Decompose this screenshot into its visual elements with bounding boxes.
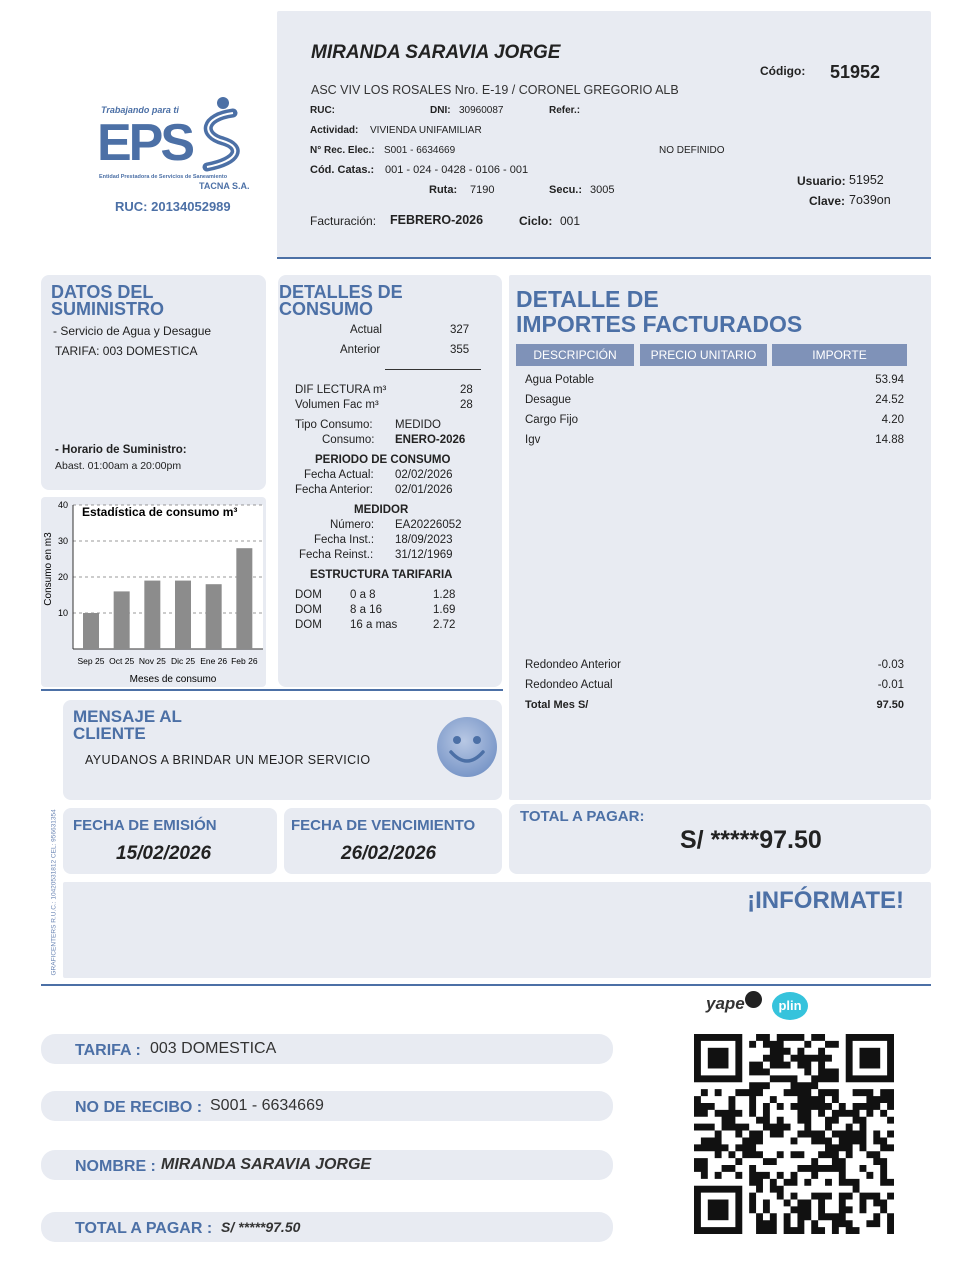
consumo-value: ENERO-2026 — [395, 434, 466, 446]
fecha-actual-value: 02/02/2026 — [395, 469, 453, 481]
total-mes-label: Total Mes S/ — [525, 699, 589, 711]
rec-elec-value: S001 - 6634669 — [384, 145, 456, 156]
fecha-reinst-value: 31/12/1969 — [395, 549, 453, 561]
chart-ytick-label: 10 — [57, 608, 68, 618]
horario-label: - Horario de Suministro: — [55, 444, 187, 456]
qr-finder — [708, 1200, 729, 1221]
ruc-label: RUC: — [310, 105, 335, 116]
chart-xlabel: Meses de consumo — [129, 674, 217, 685]
bottom-recibo-bar — [41, 1091, 613, 1121]
yape-logo: yape — [706, 994, 745, 1013]
usuario-value: 51952 — [849, 173, 884, 187]
tipo-value: MEDIDO — [395, 419, 441, 431]
dni-value: 30960087 — [459, 105, 504, 116]
numero-label: Número: — [330, 519, 375, 531]
logo-city: TACNA S.A. — [199, 181, 250, 191]
chart-xtick-label: Feb 26 — [231, 656, 258, 666]
mid-rule — [41, 689, 503, 691]
chart-title: Estadística de consumo m³ — [82, 505, 238, 519]
chart-ytick-label: 20 — [57, 572, 68, 582]
actual-value: 327 — [450, 324, 470, 336]
fecha-reinst-label: Fecha Reinst.: — [299, 549, 374, 561]
bottom-recibo-label: NO DE RECIBO : — [75, 1099, 203, 1116]
horario-value: Abast. 01:00am a 20:00pm — [55, 460, 182, 472]
anterior-value: 355 — [450, 344, 470, 356]
ruta-label: Ruta: — [429, 184, 458, 196]
clave-value: 7o39on — [849, 193, 891, 207]
importes-title-2: IMPORTES FACTURADOS — [516, 311, 803, 337]
importe-value: 4.20 — [881, 414, 904, 426]
anterior-label: Anterior — [340, 344, 381, 356]
chart-ylabel: Consumo en m3 — [43, 532, 54, 606]
actividad-value: VIVIENDA UNIFAMILIAR — [370, 125, 482, 136]
consumo-title-1: DETALLES DE — [279, 282, 403, 302]
redondeo-ant-value: -0.03 — [877, 659, 904, 671]
logo-tagline: Trabajando para ti — [101, 105, 179, 115]
no-definido: NO DEFINIDO — [659, 145, 725, 156]
ruta-value: 7190 — [470, 184, 495, 196]
codigo-value: 51952 — [830, 62, 881, 82]
importe-desc: Desague — [525, 394, 572, 406]
importe-value: 14.88 — [875, 434, 904, 446]
bottom-recibo-value: S001 - 6634669 — [210, 1097, 324, 1114]
tarifa-precio: 1.28 — [433, 589, 456, 601]
chart-bar — [175, 581, 191, 649]
bottom-total-value: S/ *****97.50 — [221, 1219, 301, 1235]
vencimiento-value: 26/02/2026 — [341, 843, 437, 864]
logo-entity: Entidad Prestadora de Servicios de Saneamiento — [99, 174, 228, 180]
redondeo-act-value: -0.01 — [877, 679, 904, 691]
bottom-total-label: TOTAL A PAGAR : — [75, 1220, 213, 1237]
fecha-inst-label: Fecha Inst.: — [314, 534, 375, 546]
secu-label: Secu.: — [549, 184, 583, 196]
suministro-title-1: DATOS DEL — [51, 282, 154, 302]
vol-value: 28 — [460, 399, 473, 411]
fecha-anterior-label: Fecha Anterior: — [295, 484, 373, 496]
tarifa-rango: 8 a 16 — [350, 604, 382, 616]
catas-value: 001 - 024 - 0428 - 0106 - 001 — [385, 164, 529, 176]
logo-letters: EPS — [97, 114, 193, 172]
sum-divider — [385, 369, 481, 370]
col-importe: IMPORTE — [772, 344, 907, 366]
col-precio-unitario: PRECIO UNITARIO — [640, 344, 767, 366]
importe-value: 53.94 — [875, 374, 904, 386]
importes-title-1: DETALLE DE — [516, 286, 659, 312]
bottom-nombre-bar — [41, 1150, 613, 1180]
plin-logo: plin — [772, 992, 808, 1020]
qr-finder — [708, 1048, 729, 1069]
importes-title — [516, 287, 802, 337]
tarifa-cat: DOM — [295, 589, 322, 601]
tarifa-rango: 0 a 8 — [350, 589, 376, 601]
importe-desc: Cargo Fijo — [525, 414, 579, 426]
address: ASC VIV LOS ROSALES Nro. E-19 / CORONEL GREGORIO ALB — [311, 83, 679, 97]
bottom-total-bar — [41, 1212, 613, 1242]
chart-plot-area — [73, 505, 263, 649]
informate-title: ¡INFÓRMATE! — [747, 887, 904, 914]
emision-label: FECHA DE EMISIÓN — [73, 817, 217, 834]
yape-badge-icon — [745, 991, 762, 1008]
facturacion-label: Facturación: — [310, 214, 377, 228]
tarifa-precio: 2.72 — [433, 619, 456, 631]
suministro-title — [51, 284, 164, 318]
payment-qr-code[interactable] — [694, 1034, 894, 1234]
actual-label: Actual — [350, 324, 382, 336]
fecha-anterior-value: 02/01/2026 — [395, 484, 453, 496]
dif-label: DIF LECTURA m³ — [295, 384, 387, 396]
mensaje-title-1: MENSAJE AL — [73, 707, 182, 726]
clave-label: Clave: — [809, 194, 846, 208]
importe-value: 24.52 — [875, 394, 904, 406]
tarifa-precio: 1.69 — [433, 604, 456, 616]
water-wave-icon — [193, 95, 255, 173]
bottom-rule — [41, 984, 931, 986]
vol-label: Volumen Fac m³ — [295, 399, 379, 411]
redondeo-act-label: Redondeo Actual — [525, 679, 613, 691]
consumo-label: Consumo: — [322, 434, 375, 446]
rec-elec-label: N° Rec. Elec.: — [310, 145, 375, 156]
suministro-title-2: SUMINISTRO — [51, 299, 165, 319]
facturacion-value: FEBRERO-2026 — [390, 213, 484, 227]
customer-name: MIRANDA SARAVIA JORGE — [311, 42, 561, 63]
mensaje-text: AYUDANOS A BRINDAR UN MEJOR SERVICIO — [85, 753, 371, 767]
chart-bar — [114, 591, 130, 649]
total-mes-value: 97.50 — [876, 699, 904, 711]
chart-xtick-label: Nov 25 — [138, 656, 166, 666]
qr-finder — [860, 1048, 881, 1069]
side-print: GRAFICENTERS R.U.C.: 10420531812 CEL: 956631354 — [50, 809, 58, 976]
dni-label: DNI: — [430, 105, 451, 116]
chart-xtick-label: Ene 26 — [200, 656, 228, 666]
chart-ytick-label: 30 — [57, 536, 68, 546]
bottom-tarifa-label: TARIFA : — [75, 1042, 141, 1059]
tarifa-text: TARIFA: 003 DOMESTICA — [55, 344, 198, 358]
logo — [95, 95, 265, 220]
consumo-title-2: CONSUMO — [279, 299, 373, 319]
redondeo-ant-label: Redondeo Anterior — [525, 659, 621, 671]
chart-bar — [236, 548, 252, 649]
mensaje-title — [73, 708, 182, 742]
chart-ytick-label: 40 — [57, 500, 68, 510]
dif-value: 28 — [460, 384, 473, 396]
chart-bar — [144, 581, 160, 649]
chart-xtick-label: Oct 25 — [109, 656, 135, 666]
fecha-actual-label: Fecha Actual: — [304, 469, 374, 481]
tipo-label: Tipo Consumo: — [295, 419, 373, 431]
bottom-nombre-label: NOMBRE : — [75, 1158, 156, 1175]
total-label: TOTAL A PAGAR: — [520, 808, 645, 825]
tarifa-cat: DOM — [295, 604, 322, 616]
bottom-tarifa-value: 003 DOMESTICA — [150, 1040, 277, 1057]
bottom-tarifa-bar — [41, 1034, 613, 1064]
fecha-inst-value: 18/09/2023 — [395, 534, 453, 546]
actividad-label: Actividad: — [310, 125, 359, 136]
bottom-nombre-value: MIRANDA SARAVIA JORGE — [161, 1156, 372, 1173]
consumption-chart — [41, 497, 266, 687]
estructura-title: ESTRUCTURA TARIFARIA — [310, 569, 453, 581]
emision-value: 15/02/2026 — [116, 843, 212, 864]
total-value: S/ *****97.50 — [680, 826, 822, 854]
mensaje-title-2: CLIENTE — [73, 724, 146, 743]
ciclo-label: Ciclo: — [519, 214, 553, 228]
chart-bar — [206, 584, 222, 649]
chart-bar — [83, 613, 99, 649]
importe-desc: Igv — [525, 434, 541, 446]
refer-label: Refer.: — [549, 105, 581, 116]
secu-value: 3005 — [590, 184, 615, 196]
servicio-text: - Servicio de Agua y Desague — [53, 324, 212, 338]
tarifa-rango: 16 a mas — [350, 619, 398, 631]
vencimiento-label: FECHA DE VENCIMIENTO — [291, 817, 476, 834]
numero-value: EA20226052 — [395, 519, 462, 531]
smiley-icon — [436, 716, 498, 778]
importe-desc: Agua Potable — [525, 374, 595, 386]
ciclo-value: 001 — [560, 214, 581, 228]
consumo-title — [279, 284, 403, 318]
logo-ruc: RUC: 20134052989 — [115, 199, 231, 214]
chart-xtick-label: Sep 25 — [77, 656, 105, 666]
catas-label: Cód. Catas.: — [310, 164, 375, 176]
medidor-title: MEDIDOR — [354, 504, 409, 516]
chart-xtick-label: Dic 25 — [170, 656, 196, 666]
tarifa-cat: DOM — [295, 619, 322, 631]
usuario-label: Usuario: — [797, 174, 846, 188]
codigo-label: Código: — [760, 64, 806, 78]
periodo-title: PERIODO DE CONSUMO — [315, 454, 451, 466]
col-descripcion: DESCRIPCIÓN — [516, 344, 634, 366]
header-rule — [277, 257, 931, 259]
